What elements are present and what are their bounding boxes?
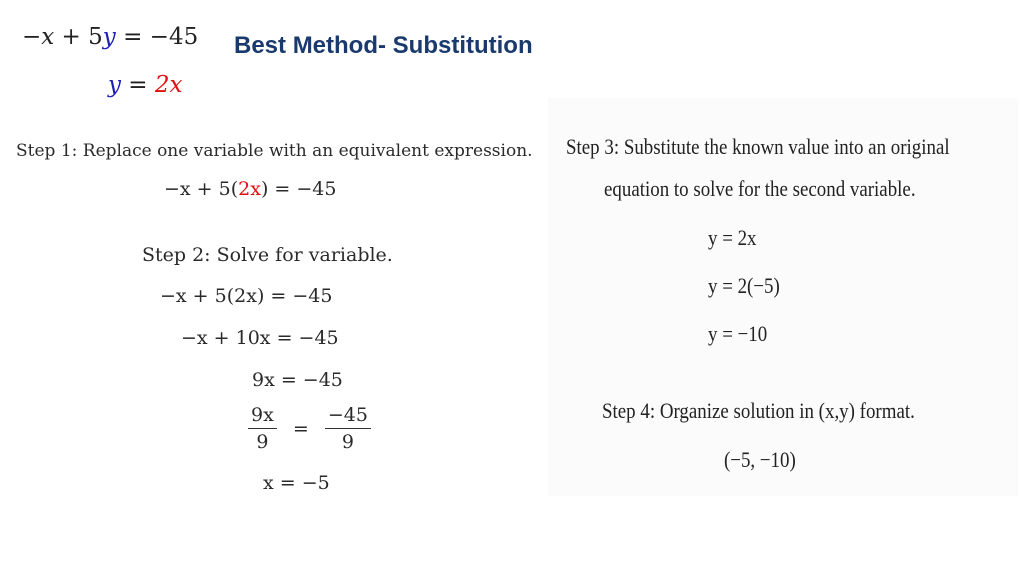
step3-line-3: y = −10 — [708, 321, 768, 346]
step3-label-line-1: Step 3: Substitute the known value into an original — [566, 134, 950, 159]
step1-eq-suffix: ) = −45 — [260, 178, 337, 200]
step2-result: x = −5 — [263, 472, 330, 494]
step3-line-1: y = 2x — [708, 225, 757, 250]
step3-label-line-2: equation to solve for the second variable. — [604, 176, 916, 201]
step1-eq-substitution: 2x — [238, 178, 261, 200]
fraction-right-numerator: −45 — [325, 404, 371, 429]
page-title: Best Method- Substitution — [234, 32, 533, 59]
step4-label: Step 4: Organize solution in (x,y) format. — [602, 398, 915, 423]
eq2-rhs: 2x — [154, 72, 183, 98]
step2-line-1: −x + 5(2x) = −45 — [160, 285, 333, 307]
step2-line-3: 9x = −45 — [252, 369, 343, 391]
step1-equation — [164, 178, 336, 200]
eq2-equals: = — [121, 72, 155, 98]
step1-eq-prefix: −x + 5( — [164, 178, 239, 200]
fraction-right-denominator: 9 — [341, 431, 354, 453]
step2-fraction — [248, 404, 371, 453]
fraction-left-denominator: 9 — [256, 431, 269, 453]
fraction-left-numerator: 9x — [248, 404, 277, 429]
system-equation-1: −x + 5y = −45 — [22, 24, 199, 50]
step1-label: Step 1: Replace one variable with an equivalent expression. — [16, 141, 533, 161]
step3-line-2: y = 2(−5) — [708, 273, 780, 298]
step4-solution: (−5, −10) — [724, 447, 796, 472]
step2-line-2: −x + 10x = −45 — [181, 327, 339, 349]
fraction-equals: = — [292, 417, 309, 440]
eq2-lhs: y — [108, 72, 121, 98]
fraction-left — [248, 404, 277, 453]
fraction-right — [325, 404, 371, 453]
step2-label: Step 2: Solve for variable. — [142, 244, 393, 266]
system-equation-2 — [108, 72, 183, 98]
